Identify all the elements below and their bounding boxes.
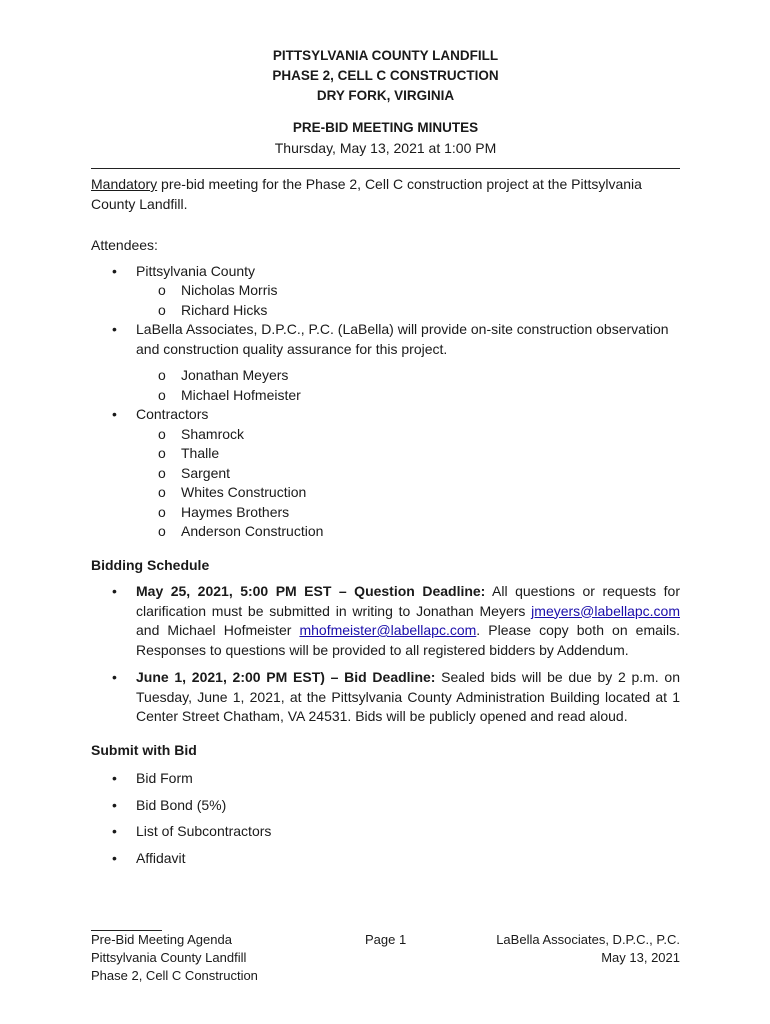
intro-emphasis: Mandatory [91,176,158,192]
document-page [91,46,680,868]
attendee-people-list [136,366,680,405]
schedule-item-text: . Please copy both on emails. Responses to questions will be provided to all registered bidders by Addendum. [136,622,680,658]
footer-date: May 13, 2021 [601,950,680,965]
email-link-mhofmeister[interactable]: mhofmeister@labellapc.com [299,622,477,638]
attendee-person: o Sargent [136,464,680,484]
meeting-date: Thursday, May 13, 2021 at 1:00 PM [274,140,497,156]
attendee-people-list [136,281,680,320]
document-header [91,46,680,106]
footer-phase: Phase 2, Cell C Construction [91,968,258,983]
attendee-group [91,320,680,405]
attendee-person: o Nicholas Morris [136,281,680,301]
attendee-group-name: LaBella Associates, D.P.C., P.C. (LaBella) will provide on-site construction observation and construction quality assurance for this project. [136,321,669,357]
submit-with-bid-list [91,769,680,868]
schedule-item-question-deadline [91,582,680,660]
attendee-group [91,405,680,542]
attendee-person: o Haymes Brothers [136,503,680,523]
footer-project: Pittsylvania County Landfill [91,950,247,965]
attendee-person: o Thalle [136,444,680,464]
attendees-label: Attendees: [91,237,158,253]
intro-paragraph [91,175,680,214]
attendee-group [91,262,680,321]
attendee-person: o Richard Hicks [136,301,680,321]
attendee-person: o Jonathan Meyers [136,366,680,386]
attendees-list [91,262,680,542]
bidding-schedule-heading: Bidding Schedule [91,556,210,573]
header-line-3: DRY FORK, VIRGINIA [316,88,455,103]
attendee-person: o Shamrock [136,425,680,445]
submit-item: • Bid Form [91,769,680,789]
footer-doc-title: Pre-Bid Meeting Agenda [91,932,232,947]
email-link-jmeyers[interactable]: jmeyers@labellapc.com [531,602,680,619]
intro-text: pre-bid meeting for the Phase 2, Cell C construction project at the Pittsylvania County Landfill. [91,176,642,212]
header-line-2: PHASE 2, CELL C CONSTRUCTION [272,68,499,83]
attendee-group-name: Pittsylvania County [136,262,256,279]
submit-item: • Affidavit [91,849,680,869]
attendee-group-name: Contractors [136,406,209,422]
schedule-item-text: and Michael Hofmeister [136,622,300,638]
schedule-item-title: May 25, 2021, 5:00 PM EST – Question Deadline: [136,583,486,599]
attendee-person: o Michael Hofmeister [136,386,680,406]
bidding-schedule-list [91,582,680,727]
submit-item: • List of Subcontractors [91,822,680,842]
schedule-item-title: June 1, 2021, 2:00 PM EST) – Bid Deadline: [136,669,436,685]
schedule-item-bid-deadline [91,668,680,727]
attendee-people-list [136,425,680,542]
footer-page-number: Page 1 [365,932,407,947]
schedule-item-text: Sealed bids will be due by 2 p.m. on Tuesday, June 1, 2021, at the Pittsylvania County Administration Building located at 1 Center Street Chatham, VA 24531. Bids will be publicly opened and read aloud. [136,669,680,724]
submit-with-bid-heading: Submit with Bid [91,741,197,758]
header-divider [91,168,680,169]
footer-company: LaBella Associates, D.P.C., P.C. [496,932,680,947]
footer-right [460,931,680,967]
schedule-item-text: All questions or requests for clarification must be submitted in writing to Jonathan Meyers [136,583,680,619]
meeting-title: PRE-BID MEETING MINUTES [292,120,479,135]
footer-left [91,931,331,985]
submit-item: • Bid Bond (5%) [91,796,680,816]
attendee-person: o Whites Construction [136,483,680,503]
attendee-person: o Anderson Construction [136,522,680,542]
header-line-1: PITTSYLVANIA COUNTY LANDFILL [272,48,499,63]
